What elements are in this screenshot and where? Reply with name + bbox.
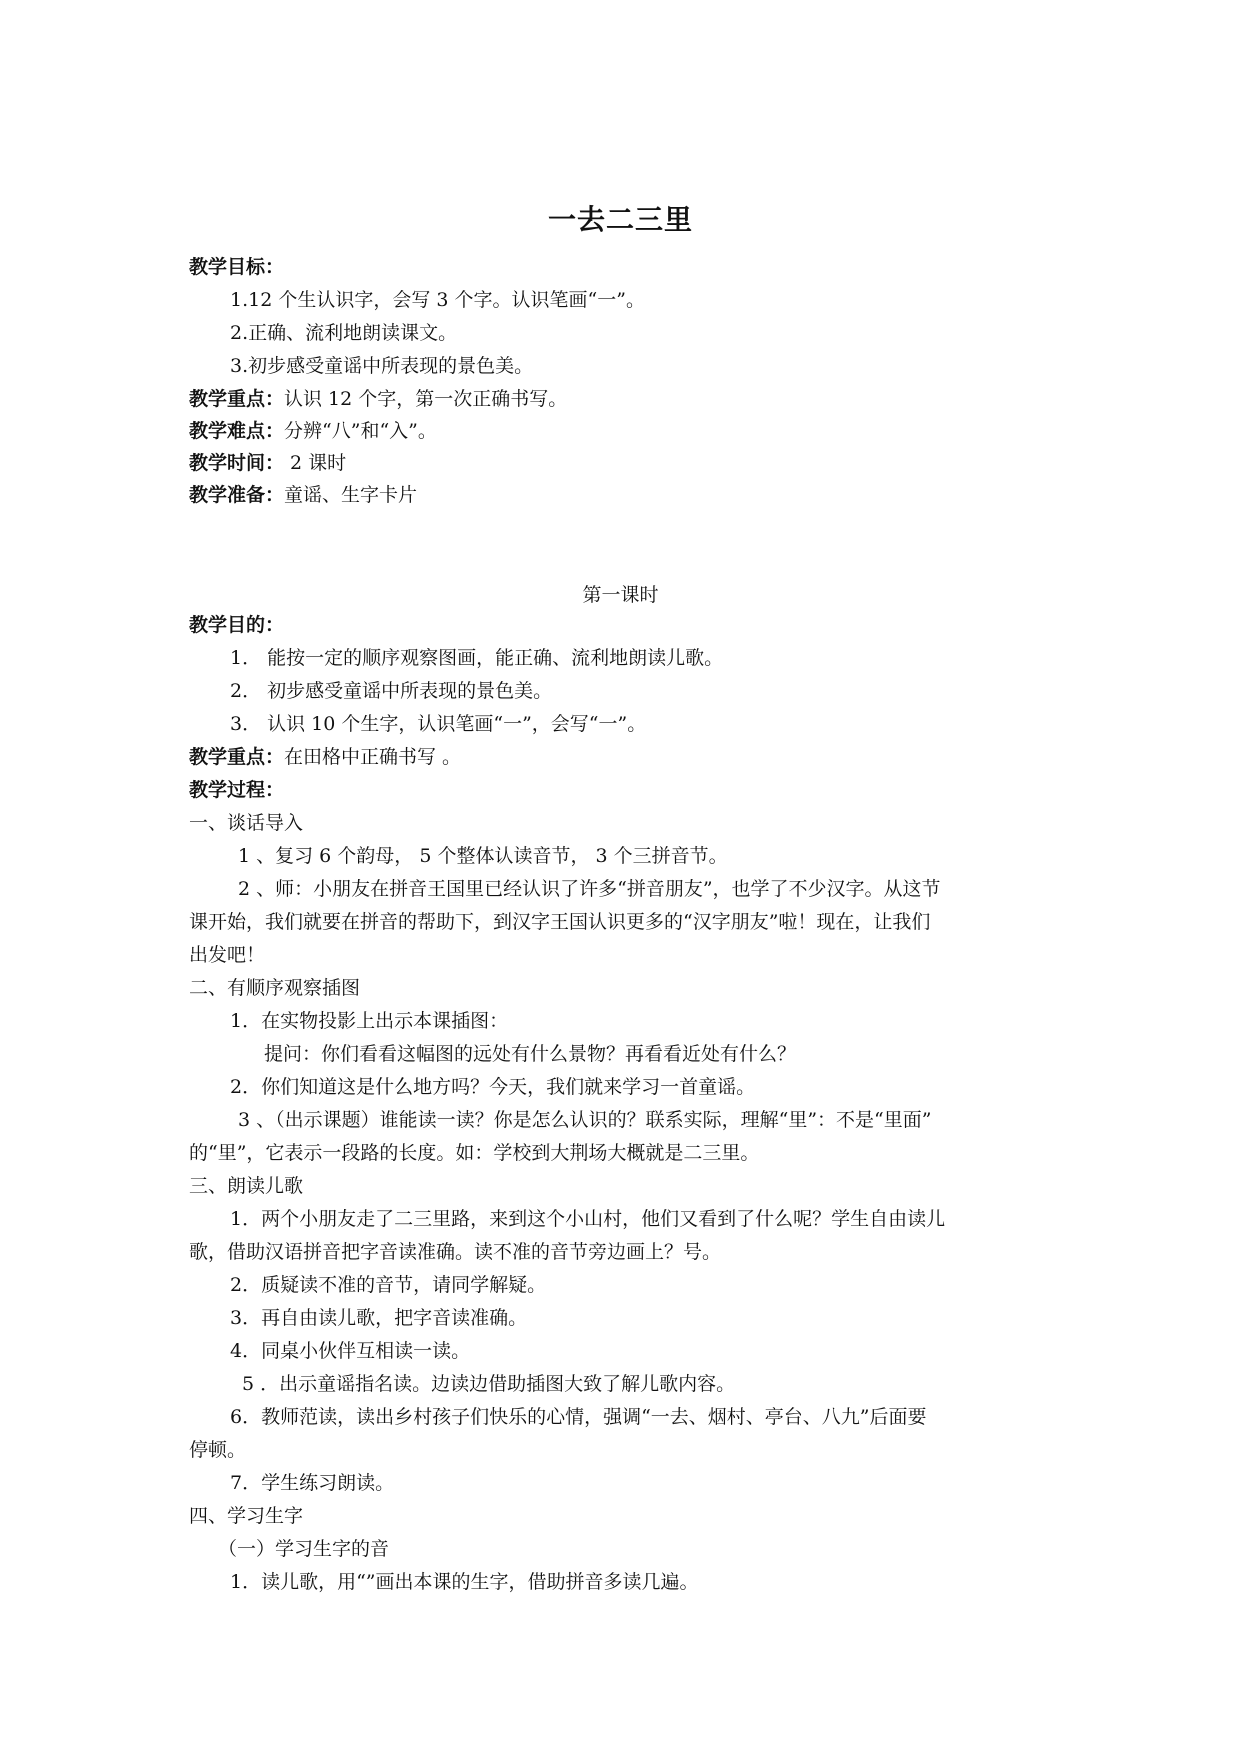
lesson-key-label: 教学重点： (189, 746, 285, 768)
process-item-cont: 课开始，我们就要在拼音的帮助下，到汉字王国认识更多的“汉字朋友”啦！现在，让我们 (189, 911, 931, 933)
difficulty-text: 分辨“八”和“入”。 (284, 420, 437, 442)
process-item: 2．你们知道这是什么地方吗？今天，我们就来学习一首童谣。 (230, 1076, 756, 1098)
lesson-key-row (189, 744, 461, 770)
process-item-cont: 出发吧！ (189, 944, 266, 966)
lesson-key-text: 在田格中正确书写 。 (284, 746, 462, 768)
process-item: 2．质疑读不准的音节，请同学解疑。 (230, 1274, 547, 1296)
process-item-cont: 停顿。 (189, 1439, 247, 1461)
key-point-row (189, 386, 567, 412)
prep-row (189, 482, 417, 508)
time-label: 教学时间： (189, 452, 285, 474)
prep-text: 童谣、生字卡片 (284, 484, 418, 506)
goal-item: 1.12 个生认识字，会写 3 个字。认识笔画“一”。 (230, 289, 645, 311)
aim-item: 1． 能按一定的顺序观察图画，能正确、流利地朗读儿歌。 (230, 647, 724, 669)
process-item-cont: 的“里”，它表示一段路的长度。如：学校到大荆场大概就是二三里。 (189, 1142, 760, 1164)
process-item: 5 ．出示童谣指名读。边读边借助插图大致了解儿歌内容。 (242, 1373, 736, 1395)
process-item: 1．读儿歌，用“”画出本课的生字，借助拼音多读几遍。 (230, 1571, 699, 1593)
process-item: 1 、复习 6 个韵母， 5 个整体认读音节， 3 个三拼音节。 (238, 845, 728, 867)
goals-label: 教学目标： (189, 256, 285, 278)
difficulty-row (189, 418, 437, 444)
process-item: 1．两个小朋友走了二三里路，来到这个小山村，他们又看到了什么呢？学生自由读儿 (230, 1208, 946, 1230)
process-item: 3 、（出示课题）谁能读一读？你是怎么认识的？联系实际，理解“里”：不是“里面” (238, 1109, 932, 1131)
part-title: 三、朗读儿歌 (189, 1175, 304, 1197)
goal-item: 2.正确、流利地朗读课文。 (230, 322, 458, 344)
key-point-text: 认识 12 个字，第一次正确书写。 (284, 388, 568, 410)
document-title: 一去二三里 (547, 203, 693, 236)
aim-item: 3． 认识 10 个生字，认识笔画“一”，会写“一”。 (230, 713, 647, 735)
part-title: 一、谈话导入 (189, 812, 304, 834)
process-item: 7．学生练习朗读。 (230, 1472, 395, 1494)
time-row (189, 450, 346, 476)
difficulty-label: 教学难点： (189, 420, 285, 442)
key-point-label: 教学重点： (189, 388, 285, 410)
prep-label: 教学准备： (189, 484, 285, 506)
part-subtitle: （一）学习生字的音 (218, 1538, 390, 1560)
aim-label: 教学目的： (189, 614, 285, 636)
process-item-cont: 歌，借助汉语拼音把字音读准确。读不准的音节旁边画上？号。 (189, 1241, 722, 1263)
time-text: 2 课时 (284, 452, 347, 474)
part-title: 四、学习生字 (189, 1505, 304, 1527)
process-label: 教学过程： (189, 779, 285, 801)
process-item: 3．再自由读儿歌，把字音读准确。 (230, 1307, 528, 1329)
part-title: 二、有顺序观察插图 (189, 977, 361, 999)
process-item: 2 、师：小朋友在拼音王国里已经认识了许多“拼音朋友”，也学了不少汉字。从这节 (238, 878, 941, 900)
process-subitem: 提问：你们看看这幅图的远处有什么景物？再看看近处有什么？ (264, 1043, 797, 1065)
goal-item: 3.初步感受童谣中所表现的景色美。 (230, 355, 534, 377)
lesson-heading: 第一课时 (582, 584, 659, 606)
process-item: 4．同桌小伙伴互相读一读。 (230, 1340, 471, 1362)
process-item: 1．在实物投影上出示本课插图： (230, 1010, 509, 1032)
process-item: 6．教师范读，读出乡村孩子们快乐的心情，强调“一去、烟村、亭台、八九”后面要 (230, 1406, 927, 1428)
aim-item: 2． 初步感受童谣中所表现的景色美。 (230, 680, 553, 702)
